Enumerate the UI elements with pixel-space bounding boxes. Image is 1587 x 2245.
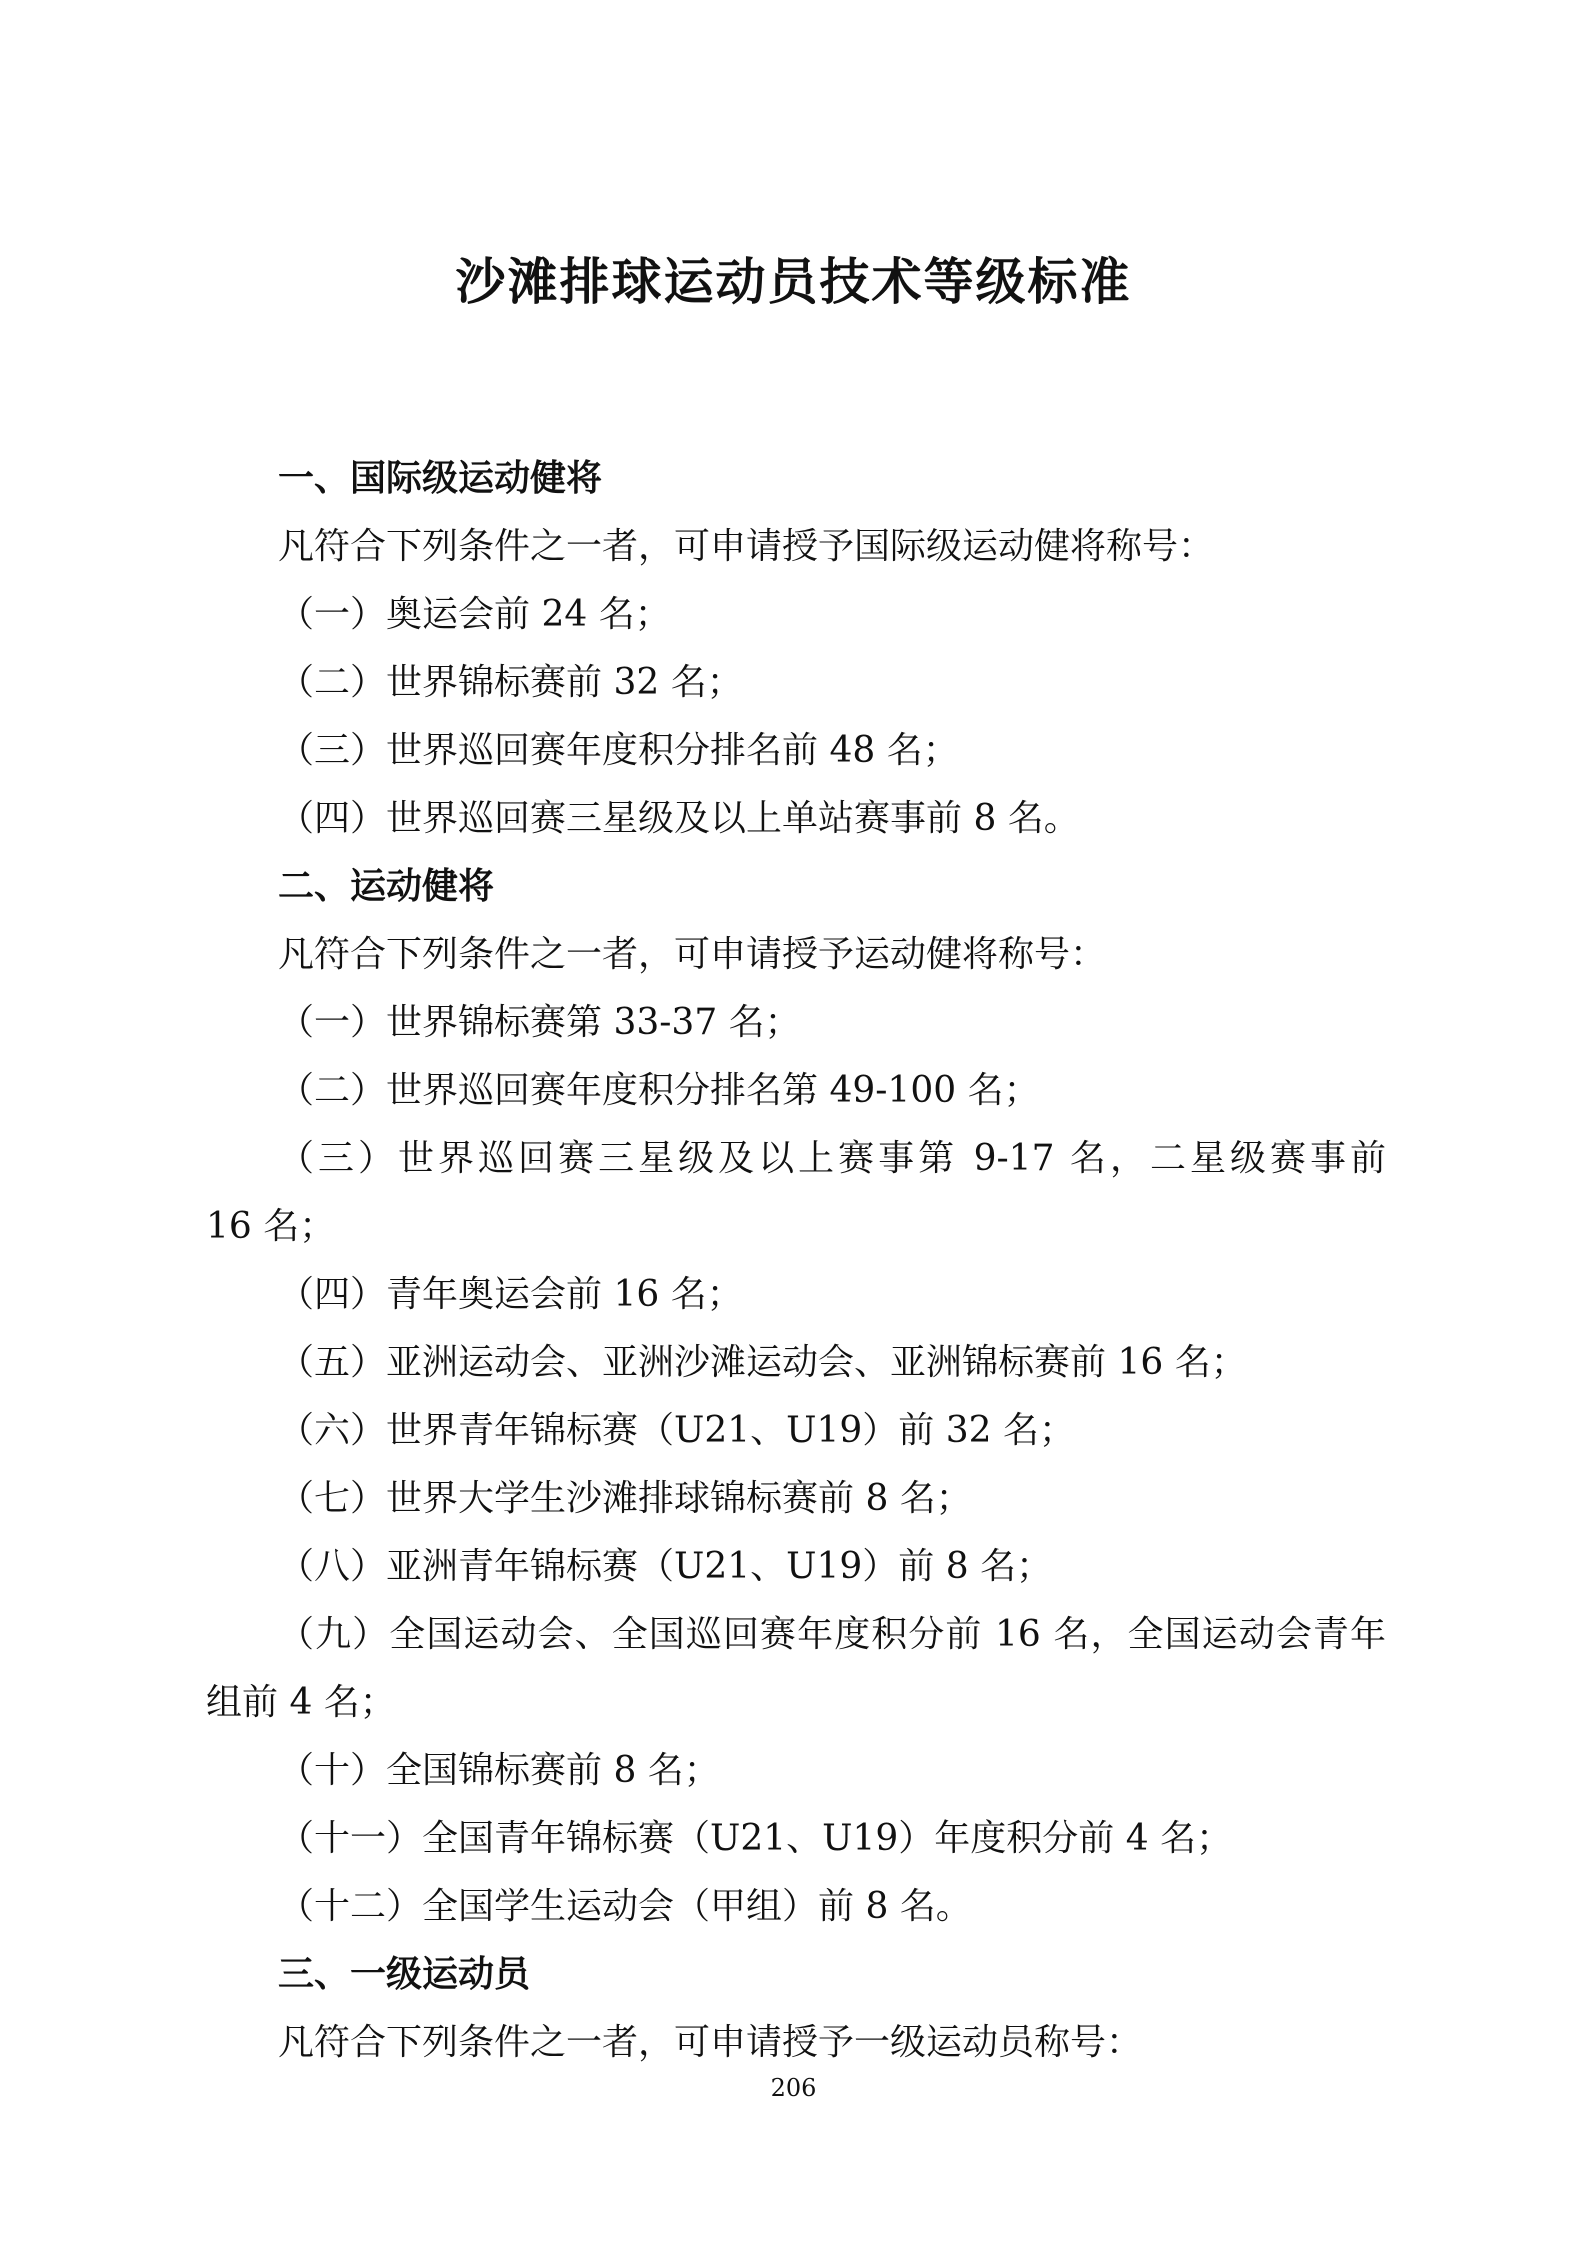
list-item: （三）世界巡回赛年度积分排名前 48 名； [278, 730, 959, 771]
document-body [206, 445, 1386, 2077]
list-item: （十）全国锦标赛前 8 名； [278, 1750, 720, 1791]
list-item: （三）世界巡回赛三星级及以上赛事第 9-17 名，二星级赛事前 [278, 1138, 1386, 1179]
list-item: （九）全国运动会、全国巡回赛年度积分前 16 名，全国运动会青年 [278, 1614, 1386, 1655]
list-item: （五）亚洲运动会、亚洲沙滩运动会、亚洲锦标赛前 16 名； [278, 1342, 1247, 1383]
list-item: （四）青年奥运会前 16 名； [278, 1274, 743, 1315]
section-intro: 凡符合下列条件之一者，可申请授予运动健将称号： [278, 934, 1107, 975]
list-item: （七）世界大学生沙滩排球锦标赛前 8 名； [278, 1478, 972, 1519]
list-item: （六）世界青年锦标赛（U21、U19）前 32 名； [278, 1410, 1075, 1451]
list-item: （四）世界巡回赛三星级及以上单站赛事前 8 名。 [278, 798, 1080, 839]
list-item: （十二）全国学生运动会（甲组）前 8 名。 [278, 1886, 972, 1927]
list-item: （二）世界锦标赛前 32 名； [278, 662, 743, 703]
list-item: （二）世界巡回赛年度积分排名第 49-100 名； [278, 1070, 1040, 1111]
section-heading: 二、运动健将 [278, 866, 495, 907]
section-heading: 三、一级运动员 [278, 1954, 531, 1995]
list-item: （十一）全国青年锦标赛（U21、U19）年度积分前 4 名； [278, 1818, 1233, 1859]
list-item: （八）亚洲青年锦标赛（U21、U19）前 8 名； [278, 1546, 1053, 1587]
list-item: （一）世界锦标赛第 33-37 名； [278, 1002, 801, 1043]
section-intro: 凡符合下列条件之一者，可申请授予国际级运动健将称号： [278, 526, 1215, 567]
section-heading: 一、国际级运动健将 [278, 458, 603, 499]
page-number: 206 [770, 2074, 817, 2102]
list-item-continuation: 16 名； [206, 1206, 336, 1247]
page-title: 沙滩排球运动员技术等级标准 [455, 253, 1132, 311]
list-item: （一）奥运会前 24 名； [278, 594, 671, 635]
list-item-continuation: 组前 4 名； [206, 1682, 396, 1723]
section-intro: 凡符合下列条件之一者，可申请授予一级运动员称号： [278, 2022, 1143, 2063]
